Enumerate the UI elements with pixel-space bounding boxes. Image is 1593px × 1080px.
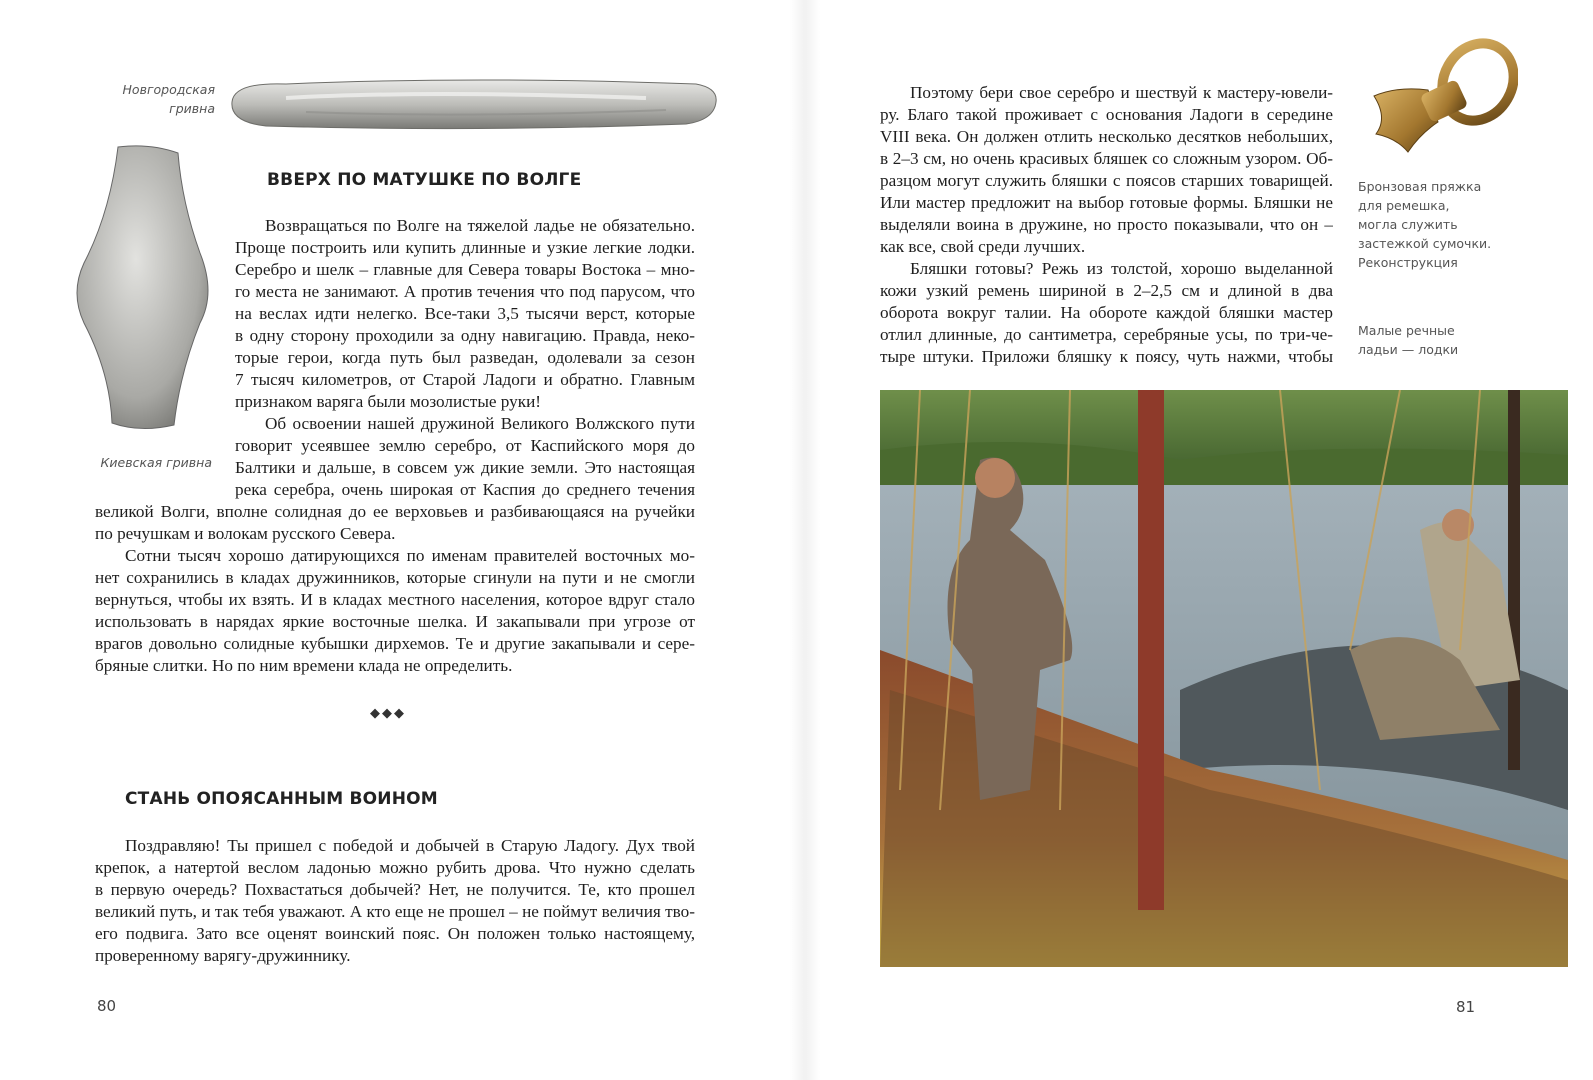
text-line: Поэтому бери свое серебро и шествуй к мастеру-ювели-: [910, 83, 1333, 102]
caption-river-boats: [1358, 321, 1458, 359]
text-line: ру. Благо такой проживает с основания Ладоги в середине: [880, 105, 1333, 124]
novgorod-hryvnia-image: [226, 72, 720, 134]
text-line: в 2–3 см, но очень красивых бляшек со сложным узором. Об-: [880, 149, 1333, 168]
caption-line: ладьи — лодки: [1358, 342, 1459, 357]
text-line: Сотни тысяч хорошо датирующихся по именам правителей восточных мо-: [125, 546, 695, 565]
section-1-text: [95, 215, 695, 677]
text-line: Или мастер предложит на выбор готовые формы. Бляшки не: [880, 193, 1333, 212]
text-line: оборота вокруг талии. На обороте каждой бляшки мастер: [880, 303, 1333, 322]
text-line: Балтики и дальше, в совсем уж дикие земли. Это настоящая: [235, 458, 695, 477]
text-line: в одну сторону проходили за одну навигацию. Правда, неко-: [235, 326, 695, 345]
text-line: тыре штуки. Приложи бляшку к поясу, чуть нажми, чтобы: [880, 347, 1333, 366]
text-line: VIII века. Он должен отлить несколько десятков небольших,: [880, 127, 1333, 146]
text-line: вернуться, чтобы их взять. И в кладах местного населения, которое вдруг стало: [95, 590, 695, 609]
text-line: разцом могут служить бляшки с поясов старших товарищей.: [880, 171, 1333, 190]
caption-line: застежкой сумочки.: [1358, 236, 1492, 251]
text-line: на веслах идти нелегко. Все-таки 3,5 тысячи верст, которые: [235, 304, 695, 323]
caption-line: Новгородская: [122, 82, 215, 97]
right-page-text: [880, 82, 1333, 368]
bronze-buckle-image: [1368, 34, 1518, 154]
text-line: Об освоении нашей дружиной Великого Волжского пути: [265, 414, 695, 433]
page-number-left: 80: [97, 997, 117, 1015]
text-line: проверенному варягу-дружиннику.: [95, 946, 351, 965]
text-line: Возвращаться по Волге на тяжелой ладье не обязательно.: [265, 216, 695, 235]
heading-up-the-volga: ВВЕРХ ПО МАТУШКЕ ПО ВОЛГЕ: [267, 170, 582, 190]
text-line: 7 тысяч километров, от Старой Ладоги и обратно. Главным: [235, 370, 695, 389]
section-2-text: [95, 835, 695, 967]
text-line: говорит усеявшее землю серебро, от Каспийского моря до: [235, 436, 695, 455]
text-line: его подвига. Зато все оценят воинский пояс. Он положен только настоящему,: [95, 924, 695, 943]
text-line: выделяли воина в дружине, но просто показывали, что он –: [880, 215, 1333, 234]
page-number-right: 81: [1456, 998, 1476, 1016]
heading-girded-warrior: СТАНЬ ОПОЯСАННЫМ ВОИНОМ: [125, 789, 438, 809]
text-line: го места не занимают. А против течения что под парусом, что: [235, 282, 695, 301]
book-gutter: [790, 0, 820, 1080]
caption-line: могла служить: [1358, 217, 1458, 232]
text-line: река серебра, очень широкая от Каспия до среднего течения: [235, 480, 695, 499]
river-boat-photo: [880, 390, 1568, 967]
caption-novgorod-hryvnia: [100, 80, 215, 118]
text-line: Бляшки готовы? Режь из толстой, хорошо выделанной: [910, 259, 1333, 278]
text-line: великой Волги, вполне солидная до ее верховьев и разбивающаяся на ручейки: [95, 502, 695, 521]
text-line: признаком варяга были мозолистые руки!: [235, 392, 542, 411]
caption-bronze-buckle: [1358, 177, 1491, 272]
caption-line: гривна: [169, 101, 215, 116]
caption-line: Малые речные: [1358, 323, 1455, 338]
section-separator: ◆◆◆: [370, 706, 406, 721]
text-line: как все, свой среди лучших.: [880, 237, 1086, 256]
caption-line: для ремешка,: [1358, 198, 1450, 213]
text-line: крепок, а натертой веслом ладонью можно рубить дрова. Что нужно сделать: [95, 858, 695, 877]
text-line: Поздравляю! Ты пришел с победой и добычей в Старую Ладогу. Дух твой: [125, 836, 695, 855]
text-line: Серебро и шелк – главные для Севера товары Востока – мно-: [235, 260, 695, 279]
text-line: великий путь, и так тебя уважают. А кто еще не прошел – не поймут величия тво-: [95, 902, 695, 921]
text-line: торые герои, когда путь был разведан, одолевали за сезон: [235, 348, 695, 367]
text-line: использовать в нарядах яркие восточные шелка. И закапывали при угрозе от: [95, 612, 695, 631]
text-line: Проще построить или купить длинные и узкие легкие лодки.: [235, 238, 695, 257]
text-line: нет сохранились в кладах дружинников, которые сгинули на пути и не смогли: [95, 568, 695, 587]
caption-line: Реконструкция: [1358, 255, 1458, 270]
text-line: кожи узкий ремень шириной в 2–2,5 см и длиной в два: [880, 281, 1333, 300]
text-line: по речушкам и волокам русского Севера.: [95, 524, 396, 543]
text-line: отлил длинные, до сантиметра, серебряные усы, по три-че-: [880, 325, 1333, 344]
text-line: врагов довольно солидные кубышки дирхемов. Те и другие закапывали и сере-: [95, 634, 695, 653]
caption-kiev-hryvnia: Киевская гривна: [100, 455, 212, 470]
text-line: бряные слитки. Но по ним времени клада не определить.: [95, 656, 513, 675]
text-line: в первую очередь? Похвастаться добычей? Нет, не получится. Те, кто прошел: [95, 880, 695, 899]
caption-line: Бронзовая пряжка: [1358, 179, 1482, 194]
